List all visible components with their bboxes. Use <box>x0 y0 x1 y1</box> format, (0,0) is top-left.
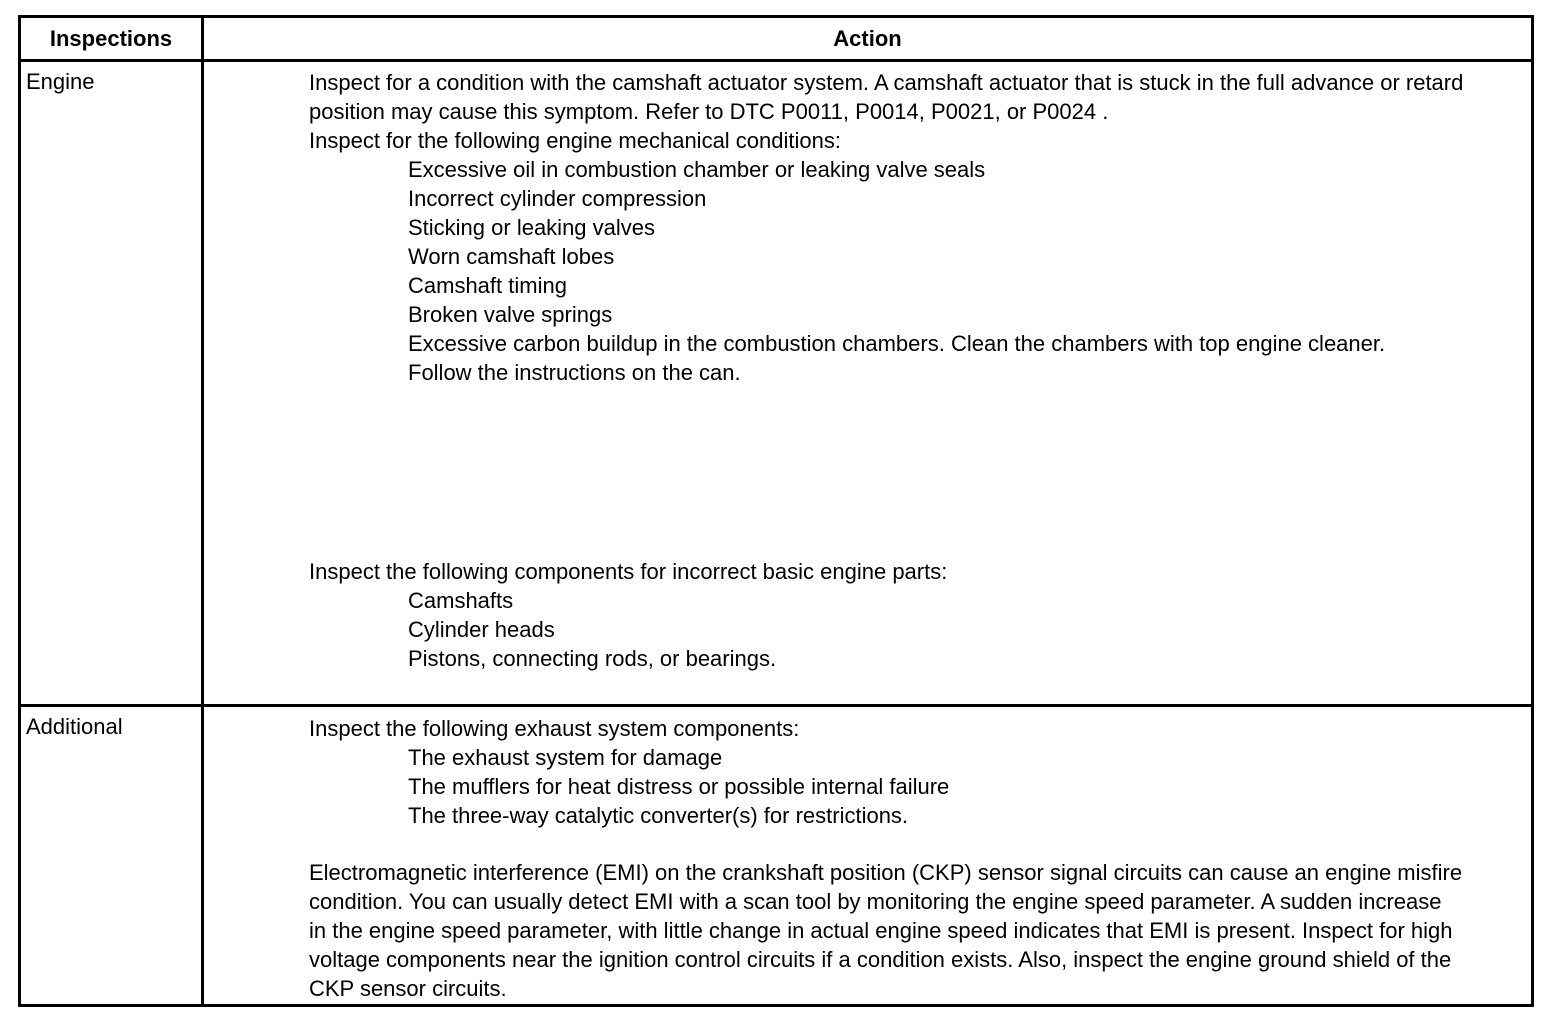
list-item: Excessive oil in combustion chamber or leaking valve seals <box>408 157 986 182</box>
header-inspections: Inspections <box>49 25 173 51</box>
list-item: Camshaft timing <box>408 273 567 298</box>
emi-cell <box>309 858 1463 1003</box>
list-item: Pistons, connecting rods, or bearings. <box>408 646 777 671</box>
additional-action-cell <box>309 714 1523 830</box>
row-label-engine: Engine <box>26 69 95 94</box>
engine-action-cell <box>309 68 1523 387</box>
header-divider <box>21 59 1531 62</box>
list-item: Camshafts <box>408 588 514 613</box>
engine-parts-intro: Inspect the following components for incorrect basic engine parts: <box>309 559 948 584</box>
list-item: Worn camshaft lobes <box>408 244 615 269</box>
engine-parts-cell <box>309 557 1523 673</box>
list-item: Follow the instructions on the can. <box>408 360 741 385</box>
list-item: The exhaust system for damage <box>408 745 723 770</box>
exhaust-intro: Inspect the following exhaust system components: <box>309 716 800 741</box>
header-action: Action <box>833 25 902 51</box>
list-item: Sticking or leaking valves <box>408 215 656 240</box>
emi-text: Electromagnetic interference (EMI) on the crankshaft position (CKP) sensor signal circuits can cause an engine misfire condition. You can usually detect EMI with a scan tool by monitoring the engine speed parameter. A sudden increase in the engine speed parameter, with little change in actual engine speed indicates that EMI is present. Inspect for high voltage components near the ignition control circuits if a condition exists. Also, inspect the engine ground shield of the CKP sensor circuits. <box>309 860 1463 1001</box>
inspection-table <box>18 15 1534 1007</box>
row-label-additional: Additional <box>26 714 123 739</box>
column-divider <box>201 18 204 1004</box>
list-item: Cylinder heads <box>408 617 555 642</box>
engine-mechanical-intro: Inspect for the following engine mechanical conditions: <box>309 128 841 153</box>
list-item: The mufflers for heat distress or possible internal failure <box>408 774 950 799</box>
list-item: Excessive carbon buildup in the combustion chambers. Clean the chambers with top engine cleaner. <box>408 331 1386 356</box>
list-item: Broken valve springs <box>408 302 613 327</box>
list-item: Incorrect cylinder compression <box>408 186 707 211</box>
engine-camshaft-actuator-text: Inspect for a condition with the camshaft actuator system. A camshaft actuator that is stuck in the full advance or retard position may cause this symptom. Refer to DTC P0011, P0014, P0021, or P0024 . <box>309 70 1464 124</box>
row-divider <box>21 704 1531 707</box>
list-item: The three-way catalytic converter(s) for restrictions. <box>408 803 909 828</box>
